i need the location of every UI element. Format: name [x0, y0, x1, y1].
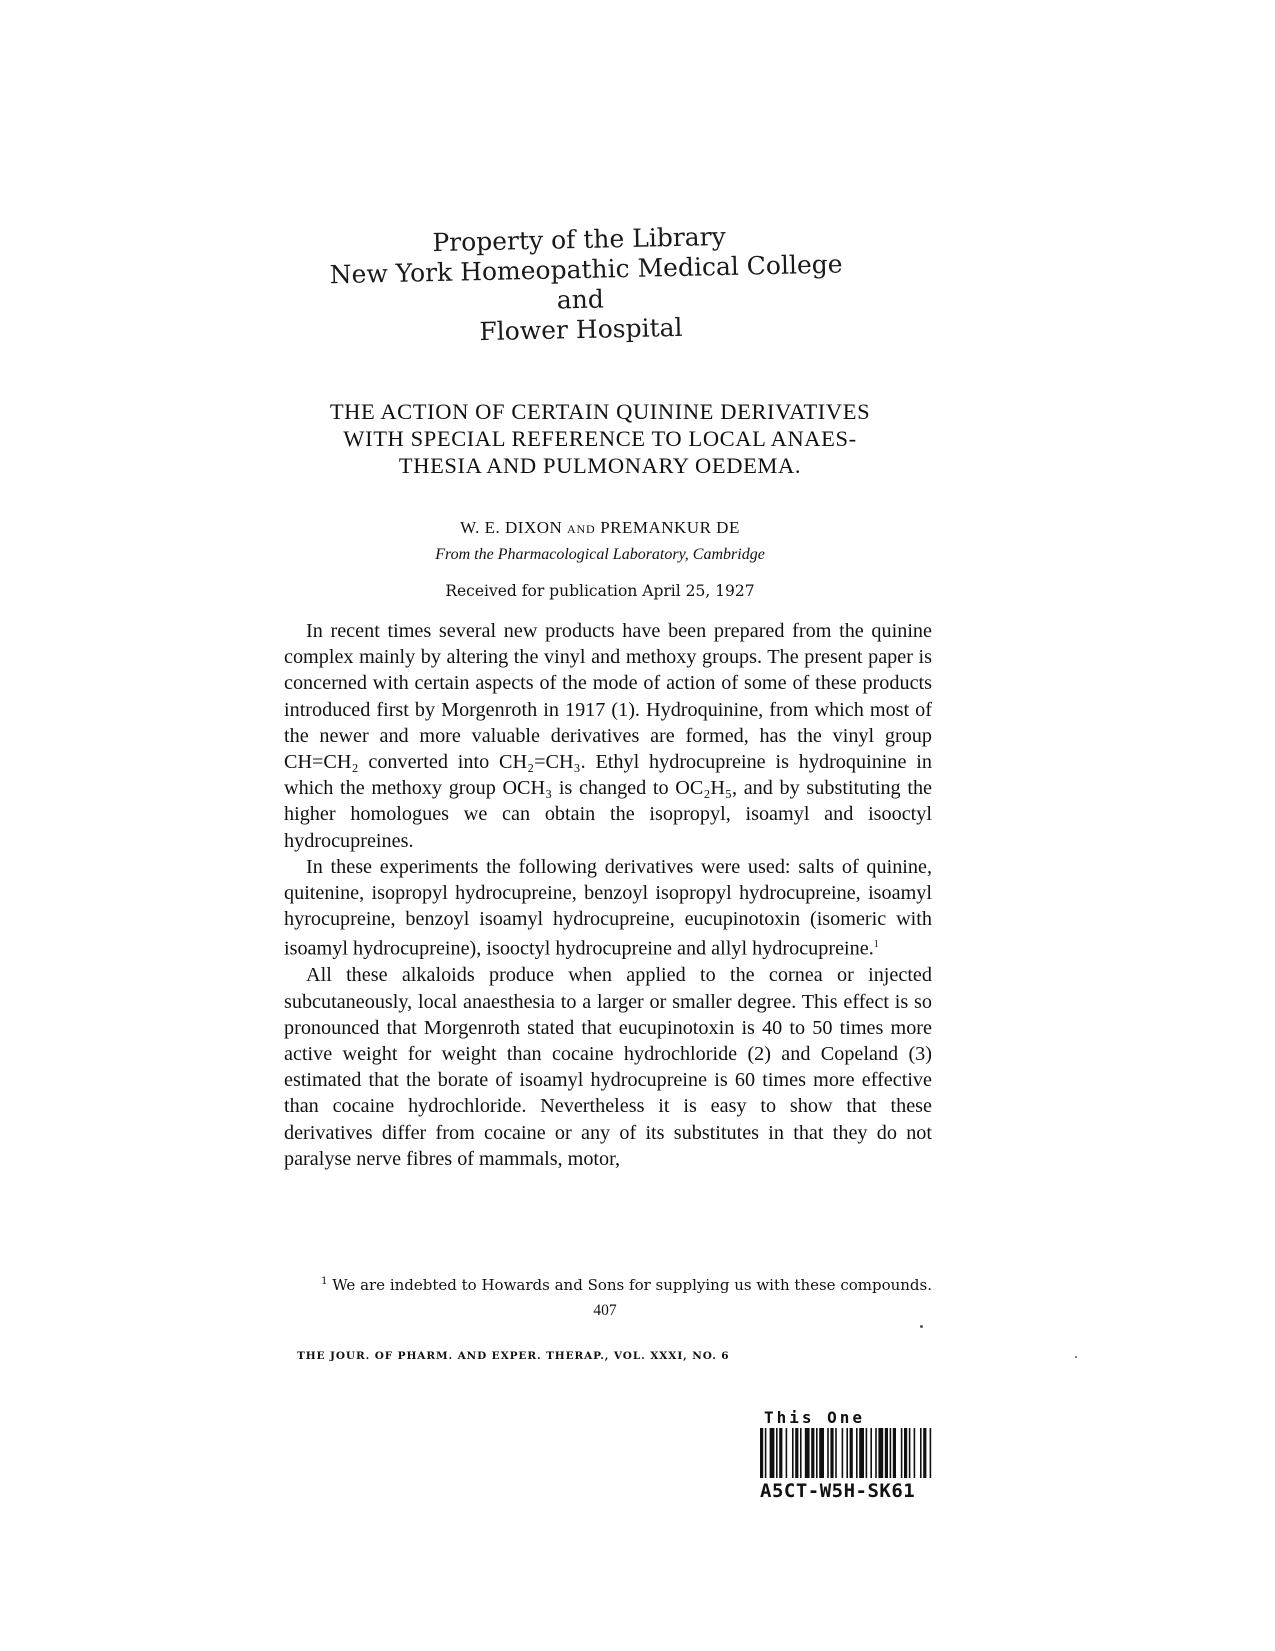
- body-paragraph-3: All these alkaloids produce when applied to the cornea or injected subcutaneously, local anaesthesia to a larger or smaller degree. This effect is so pronounced that Morgenroth stated that eucupinotoxin is 40 to 50 times more active weight for weight than cocaine hydrochloride (2) and Copeland (3) estimated that the borate of isoamyl hydrocupreine is 60 times more effective than cocaine hydrochloride. Nevertheless it is easy to show that these derivatives differ from cocaine or any of its substitutes in that they do not paralyse nerve fibres of mammals, motor,: [284, 964, 932, 1170]
- barcode-bar: [914, 1428, 916, 1478]
- footnote: [284, 1276, 932, 1294]
- barcode-bar: [795, 1428, 798, 1478]
- body-paragraph-2: [284, 854, 932, 963]
- author-1: W. E. DIXON: [460, 518, 563, 537]
- stamp-line-2: New York Homeopathic Medical College: [329, 249, 843, 290]
- stamp-line-4: Flower Hospital: [479, 312, 683, 347]
- barcode-bar: [770, 1428, 775, 1478]
- barcode-bar: [827, 1428, 829, 1478]
- barcode-bar: [920, 1428, 922, 1478]
- footnote-ref: 1: [873, 939, 879, 951]
- barcode-bar: [786, 1428, 788, 1478]
- footnote-mark: 1: [321, 1276, 328, 1287]
- received-date: Received for publication April 25, 1927: [445, 582, 755, 600]
- paragraph-2-text: In these experiments the following derivatives were used: salts of quinine, quitenine, isopropyl hydrocupreine, benzoyl isopropyl hydrocupreine, isoamyl hyrocupreine, benzoyl isoamyl hydrocupreine, eucupinotoxin (isomeric with isoamyl hydrocupreine), isooctyl hydrocupreine and allyl hydrocupreine.: [284, 855, 932, 961]
- page-number: 407: [593, 1302, 617, 1319]
- barcode-bar: [842, 1428, 844, 1478]
- barcode-bar: [856, 1428, 858, 1478]
- affiliation: From the Pharmacological Laboratory, Cambridge: [435, 546, 765, 563]
- barcode-bar: [835, 1428, 837, 1478]
- barcode-bar: [893, 1428, 896, 1478]
- author-conjunction: AND: [567, 522, 596, 536]
- barcode-bar: [760, 1428, 763, 1478]
- barcode-bar: [859, 1428, 864, 1478]
- footnote-text: We are indebted to Howards and Sons for supplying us with these compounds.: [332, 1276, 932, 1294]
- barcode-bar: [800, 1428, 802, 1478]
- barcode-bar: [870, 1428, 872, 1478]
- title-line-1: THE ACTION OF CERTAIN QUININE DERIVATIVES: [329, 399, 871, 424]
- barcode-bar: [819, 1428, 824, 1478]
- barcode-bar: [878, 1428, 883, 1478]
- body-paragraph-1: In recent times several new products have been prepared from the quinine complex mainly by altering the vinyl and methoxy groups. The present paper is concerned with certain aspects of the mode of action of some of these products introduced first by Morgenroth in 1917 (1). Hydroquinine, from which most of the newer and more valuable derivatives are formed, has the vinyl group CH=CH₂ converted into CH₂=CH₃. Ethyl hydrocupreine is hydroquinine in which the methoxy group OCH₃ is changed to OC₂H₅, and by substituting the higher homologues we can obtain the isopropyl, isoamyl and isooctyl hydrocupreines.: [284, 620, 932, 852]
- barcode-bar: [875, 1428, 877, 1478]
- barcode-bar: [930, 1428, 932, 1478]
- barcode-bar: [811, 1428, 814, 1478]
- barcode-bar: [901, 1428, 903, 1478]
- barcode-bar: [866, 1428, 868, 1478]
- barcode-bar: [816, 1428, 818, 1478]
- barcode-bar: [850, 1428, 853, 1478]
- barcode-bar: [765, 1428, 767, 1478]
- barcode-graphic: [760, 1428, 1022, 1478]
- barcode-bar: [885, 1428, 888, 1478]
- barcode-bar: [792, 1428, 794, 1478]
- stamp-line-1: Property of the Library: [432, 221, 726, 258]
- barcode-bar: [830, 1428, 833, 1478]
- barcode-bar: [779, 1428, 782, 1478]
- barcode-bar: [805, 1428, 810, 1478]
- barcode-bar: [846, 1428, 848, 1478]
- author-2: PREMANKUR DE: [600, 518, 740, 537]
- barcode-bar: [890, 1428, 892, 1478]
- barcode-id: A5CT-W5H-SK61: [760, 1480, 916, 1502]
- stamp-line-3: and: [556, 284, 605, 315]
- barcode-block: [760, 1408, 1030, 1502]
- scan-speck: [920, 1325, 923, 1328]
- title-line-3: THESIA AND PULMONARY OEDEMA.: [398, 453, 802, 478]
- barcode-bar: [909, 1428, 911, 1478]
- authors: [270, 518, 930, 538]
- title-line-2: WITH SPECIAL REFERENCE TO LOCAL ANAES-: [343, 426, 857, 451]
- scan-speck: [1075, 1356, 1077, 1358]
- library-stamp: [329, 220, 843, 350]
- barcode-bar: [923, 1428, 926, 1478]
- article-title: [270, 398, 930, 479]
- barcode-bar: [776, 1428, 778, 1478]
- article-body: [284, 618, 932, 1172]
- barcode-bar: [904, 1428, 907, 1478]
- barcode-label: This One: [764, 1408, 866, 1427]
- journal-line: THE JOUR. OF PHARM. AND EXPER. THERAP., VOL. XXXI, NO. 6: [297, 1350, 730, 1362]
